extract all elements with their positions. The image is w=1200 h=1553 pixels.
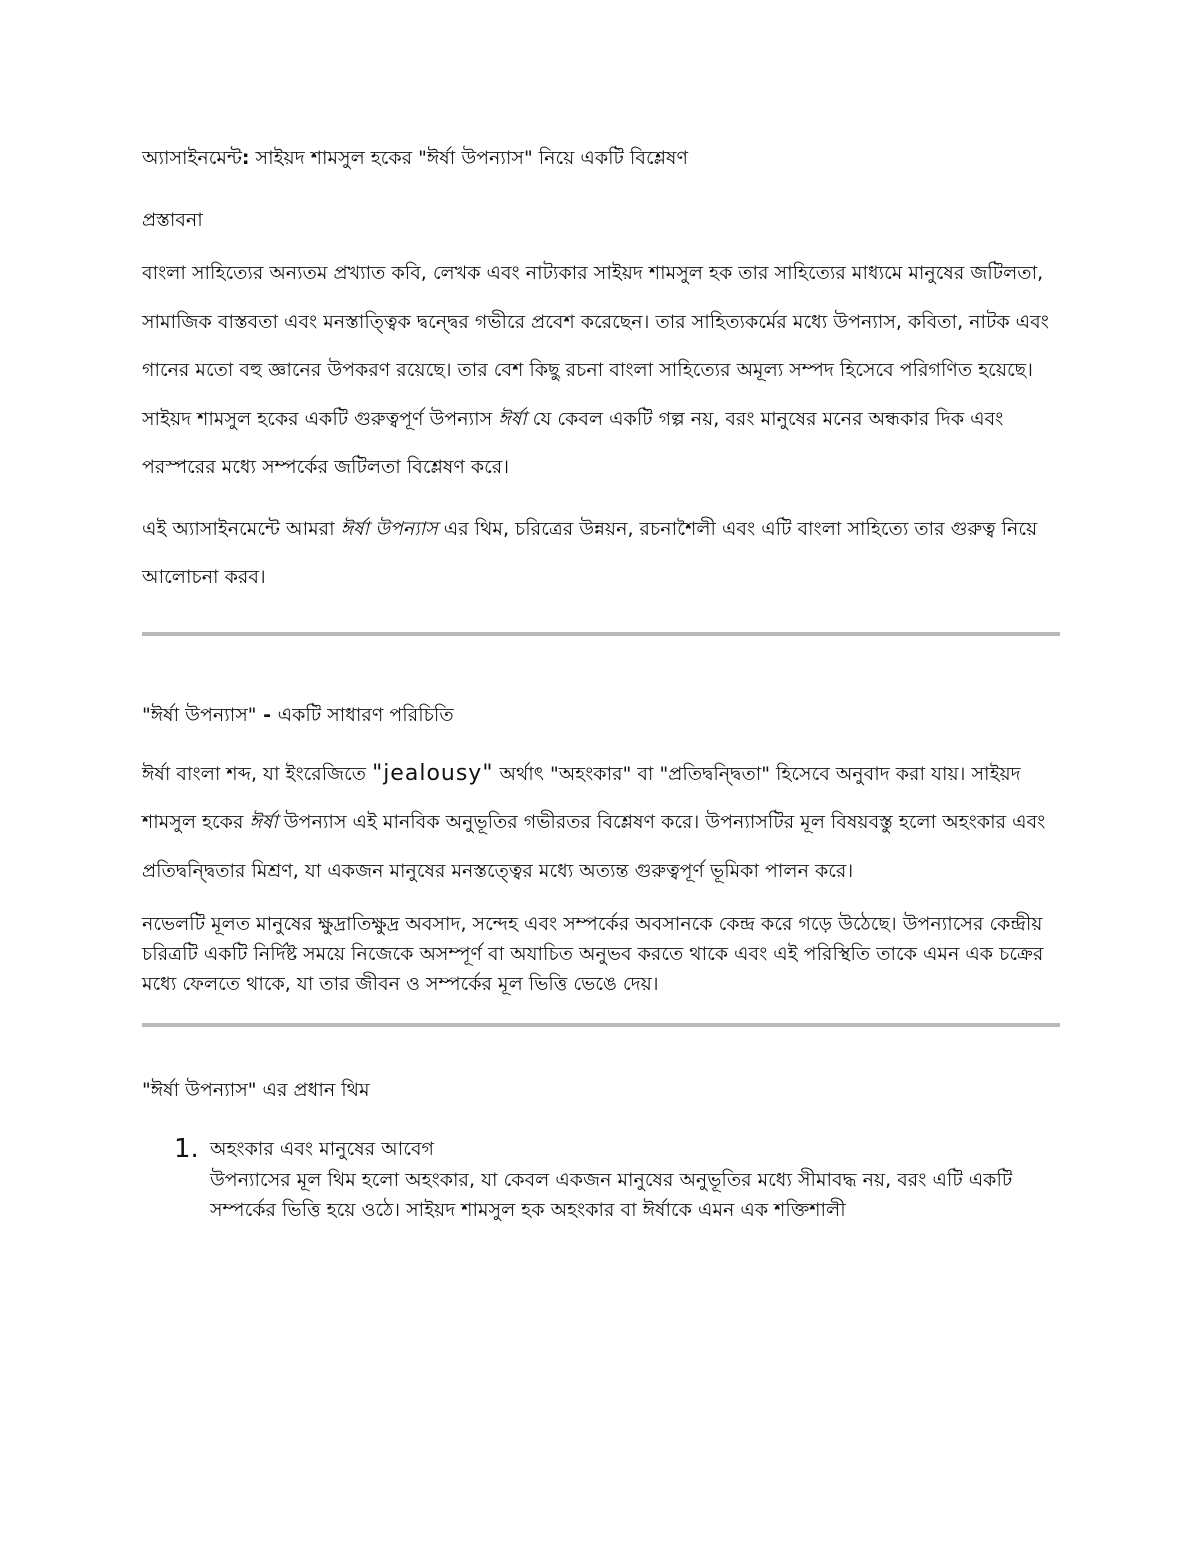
document-title [142, 143, 1060, 173]
section-divider-1 [142, 632, 1060, 636]
list-item [142, 1133, 1060, 1225]
section-3-heading: "ঈর্ষা উপন্যাস" এর প্রধান থিম [142, 1079, 370, 1101]
title-prefix: অ্যাসাইনমেন্ট [142, 147, 242, 169]
section-2-heading [142, 700, 1060, 730]
section-2-heading-dash: - [256, 703, 278, 726]
intro-paragraph-2 [142, 505, 1060, 602]
intro-paragraph-1 [142, 249, 1060, 492]
intro-p2-emphasis: ঈর্ষা উপন্যাস [340, 517, 438, 540]
intro-p2-text-b: এর থিম, চরিত্রের উন্নয়ন, রচনাশৈলী এবং এটি বাংলা সাহিত্যে তার গুরুত্ব নিয়ে আলোচনা করব। [142, 517, 1038, 588]
section-2-paragraph-2: নভেলটি মূলত মানুষের ক্ষুদ্রাতিক্ষুদ্র অবসাদ, সন্দেহ এবং সম্পর্কের অবসানকে কেন্দ্র করে গড়ে উঠেছে। উপন্যাসের কেন্দ্রীয় চরিত্রটি একটি নির্দিষ্ট সময়ে নিজেকে অসম্পূর্ণ বা অযাচিত অনুভব করতে থাকে এবং এই পরিস্থিতি তাকে এমন এক চক্রের মধ্যে ফেলতে থাকে, যা তার জীবন ও সম্পর্কের মূল ভিত্তি ভেঙে দেয়। [142, 913, 1044, 995]
intro-p1-text-b: যে কেবল একটি গল্প নয়, বরং মানুষের মনের অন্ধকার দিক এবং পরস্পরের মধ্যে সম্পর্কের জটিলতা বিশ্লেষণ করে। [142, 407, 1004, 478]
section-divider-2 [142, 1023, 1060, 1027]
s2-p1-text-a: ঈর্ষা বাংলা শব্দ, যা ইংরেজিতে [142, 762, 373, 785]
list-item-number: 1. [174, 1134, 199, 1164]
s2-p1-emphasis: ঈর্ষা [249, 811, 278, 833]
section-2-paragraph-1 [142, 750, 1060, 896]
list-item-body: উপন্যাসের মূল থিম হলো অহংকার, যা কেবল একজন মানুষের অনুভূতির মধ্যে সীমাবদ্ধ নয়, বরং এটি একটি সম্পর্কের ভিত্তি হয়ে ওঠে। সাইয়দ শামসুল হক অহংকার বা ঈর্ষাকে এমন এক শক্তিশালী [210, 1169, 1013, 1221]
intro-p1-emphasis: ঈর্ষা [498, 407, 527, 430]
document-content [142, 143, 1060, 1225]
list-item-title: অহংকার এবং মানুষের আবেগ [210, 1138, 434, 1160]
section-2-heading-a: "ঈর্ষা উপন্যাস" [142, 703, 257, 726]
section-2-heading-b: একটি সাধারণ পরিচিতি [277, 703, 454, 726]
s2-p1-text-b: অর্থাৎ "অহংকার" বা "প্রতিদ্বন্দ্বিতা" হিসেবে অনুবাদ করা যায়। সাইয়দ শামসুল হকের [142, 762, 1021, 833]
intro-p2-text-a: এই অ্যাসাইনমেন্টে আমরা [142, 517, 341, 540]
title-colon: : [241, 147, 250, 169]
s2-p1-latin-word: "jealousy" [372, 760, 494, 786]
s2-p1-text-c: উপন্যাস এই মানবিক অনুভূতির গভীরতর বিশ্লেষণ করে। উপন্যাসটির মূল বিষয়বস্তু হলো অহংকার এবং প্রতিদ্বন্দ্বিতার মিশ্রণ, যা একজন মানুষের মনস্তত্ত্বের মধ্যে অত্যন্ত গুরুত্বপূর্ণ ভূমিকা পালন করে। [142, 811, 1046, 882]
intro-heading: প্রস্তাবনা [142, 209, 203, 231]
title-rest: সাইয়দ শামসুল হকের "ঈর্ষা উপন্যাস" নিয়ে একটি বিশ্লেষণ [249, 147, 688, 169]
themes-list [142, 1133, 1060, 1225]
intro-p1-text-a: বাংলা সাহিত্যের অন্যতম প্রখ্যাত কবি, লেখক এবং নাট্যকার সাইয়দ শামসুল হক তার সাহিত্যের মাধ্যমে মানুষের জটিলতা, সামাজিক বাস্তবতা এবং মনস্তাত্ত্বিক দ্বন্দ্বের গভীরে প্রবেশ করেছেন। তার সাহিত্যকর্মের মধ্যে উপন্যাস, কবিতা, নাটক এবং গানের মতো বহু জ্ঞানের উপকরণ রয়েছে। তার বেশ কিছু রচনা বাংলা সাহিত্যের অমূল্য সম্পদ হিসেবে পরিগণিত হয়েছে। সাইয়দ শামসুল হকের একটি গুরুত্বপূর্ণ উপন্যাস [142, 262, 1049, 430]
